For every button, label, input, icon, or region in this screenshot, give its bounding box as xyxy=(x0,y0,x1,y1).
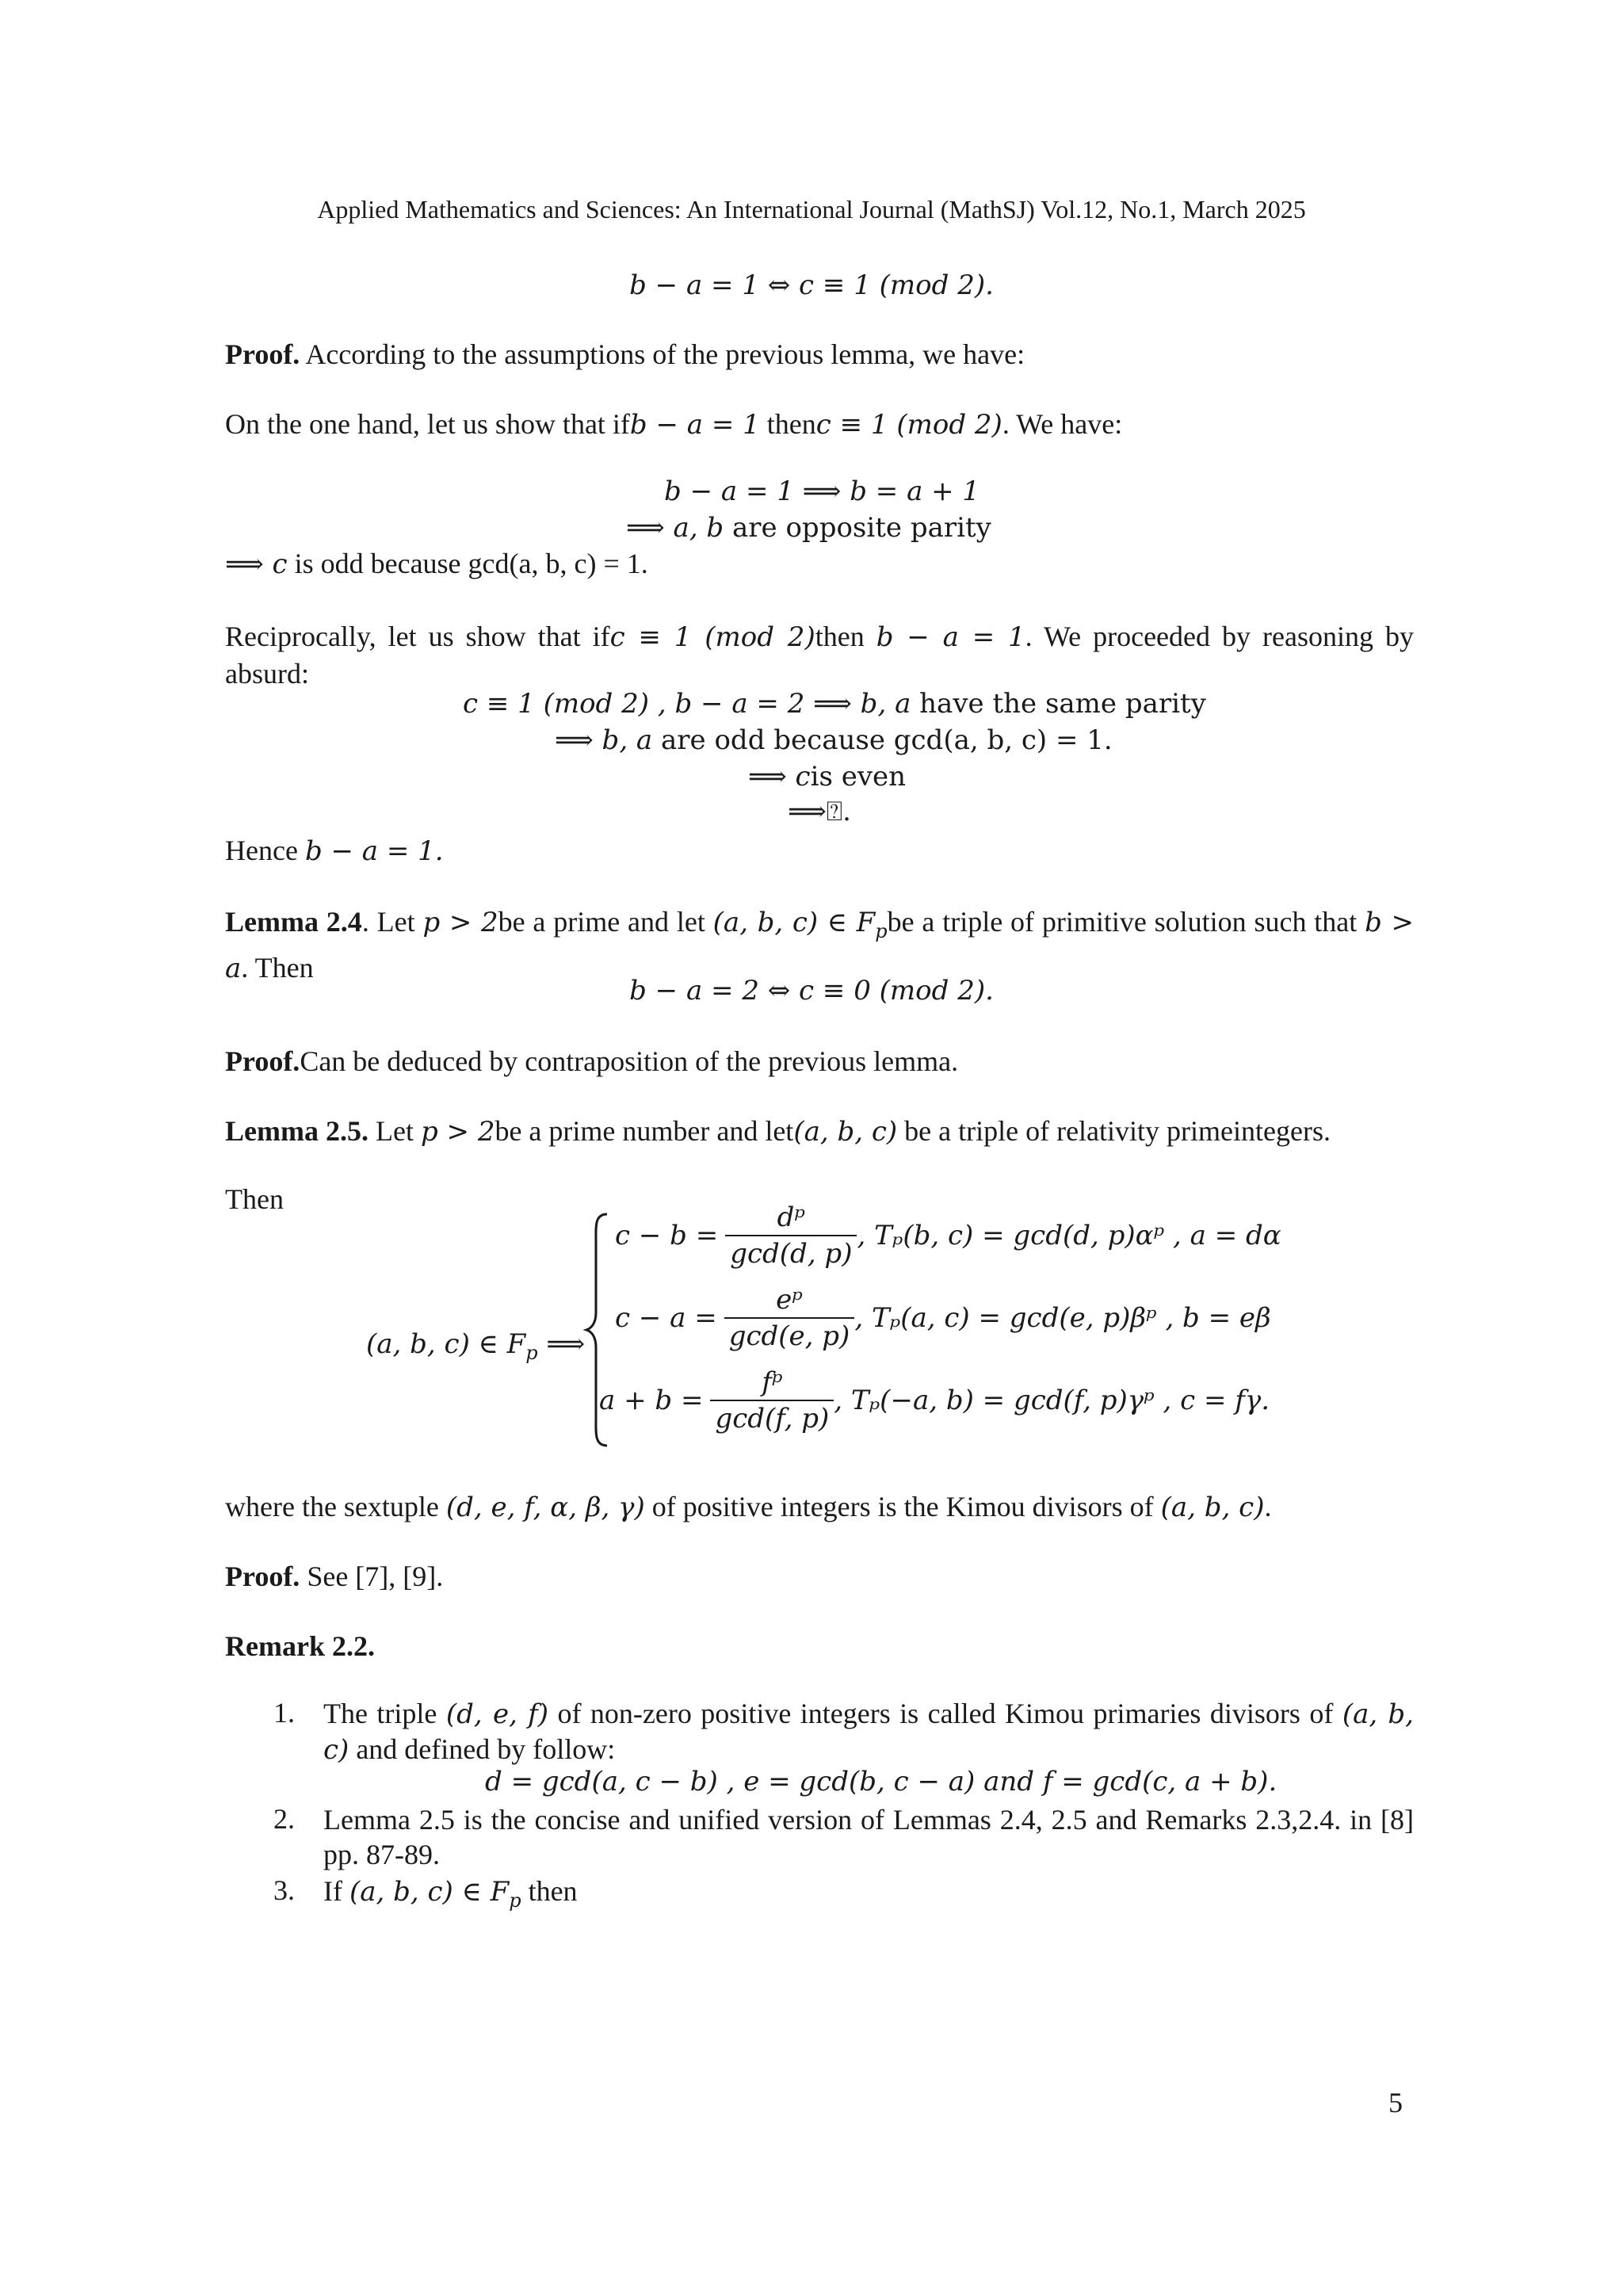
subscript: p xyxy=(525,1342,538,1365)
text-segment: is odd because gcd(a, b, c) = 1. xyxy=(287,548,648,579)
math-inline: c ≡ 1 (mod 2) xyxy=(815,409,1002,441)
math-inline: , Tₚ(b, c) = gcd(d, p)αᵖ , a = dα xyxy=(857,1220,1281,1251)
text-segment: be a triple of relativity primeintegers. xyxy=(897,1115,1331,1147)
math-inline: b − a = 1 xyxy=(876,621,1025,653)
hence-line xyxy=(225,834,444,867)
math-inline: c − b = xyxy=(615,1220,719,1251)
text-segment: . Let xyxy=(361,906,423,938)
derivation-2-line-1 xyxy=(463,686,1206,720)
text-segment: Let xyxy=(368,1115,421,1147)
text-segment: If xyxy=(323,1875,349,1907)
math-inline: (a, b, c) xyxy=(793,1116,898,1148)
proof-label: Proof. xyxy=(225,1561,300,1592)
math-inline: (d, e, f, α, β, γ) xyxy=(445,1492,645,1523)
proof-label: Proof. xyxy=(225,1045,300,1077)
derivation-1-line-1: b − a = 1 ⟹ b = a + 1 xyxy=(664,476,980,507)
text-segment: of non-zero positive integers is called Kimou primaries divisors of xyxy=(548,1698,1342,1729)
math-inline: b > a xyxy=(225,907,1415,985)
text-segment: are opposite parity xyxy=(724,512,991,544)
text-segment: is even xyxy=(810,761,907,793)
then-label: Then xyxy=(225,1183,284,1215)
derivation-2-line-2 xyxy=(555,723,1113,756)
proof-text: Can be deduced by contraposition of the previous lemma. xyxy=(300,1045,959,1077)
fraction xyxy=(724,1282,855,1354)
derivation-2-line-4: ⟹⍰. xyxy=(788,796,851,827)
math-inline: ⟹ b, a xyxy=(555,724,653,756)
text-segment: be a prime and let xyxy=(498,906,713,938)
subscript: p xyxy=(509,1889,521,1912)
list-item xyxy=(323,1874,1414,1918)
kimou-definition-equation: d = gcd(a, c − b) , e = gcd(b, c − a) and f = gcd(c, a + b). xyxy=(485,1766,1277,1797)
text-segment: then xyxy=(815,621,876,652)
math-inline: , Tₚ(a, c) = gcd(e, p)βᵖ , b = eβ xyxy=(854,1302,1271,1334)
math-inline: b − a = 1 xyxy=(629,409,760,441)
system-lhs xyxy=(366,1327,585,1364)
math-inline: (a, b, c) ∈ F xyxy=(349,1876,510,1908)
list-item: Lemma 2.5 is the concise and unified version of Lemmas 2.4, 2.5 and Remarks 2.3,2.4. in [8] pp. 87-89. xyxy=(323,1804,1414,1870)
math-inline: c ≡ 1 (mod 2) xyxy=(609,621,815,653)
one-hand-paragraph xyxy=(225,406,1414,443)
text-segment: . We proceeded by reasoning by absurd: xyxy=(225,621,1415,690)
text-segment: On the one hand, let us show that if xyxy=(225,408,630,440)
lemma-2-5 xyxy=(225,1113,1414,1150)
math-inline: ⟹ c xyxy=(225,548,288,580)
denominator: gcd(e, p) xyxy=(728,1320,850,1352)
equation-parity-even: b − a = 2 ⇔ c ≡ 0 (mod 2). xyxy=(629,975,994,1007)
fraction xyxy=(710,1365,834,1436)
list-item-number: 2. xyxy=(273,1803,295,1835)
reciprocal-paragraph xyxy=(225,618,1414,692)
proof-2 xyxy=(225,1043,1414,1079)
proof-3 xyxy=(225,1558,1414,1595)
derivation-2-line-3 xyxy=(748,759,906,793)
system-row-3 xyxy=(599,1365,1270,1436)
text-segment: are odd because gcd(a, b, c) = 1. xyxy=(652,724,1113,756)
proof-1 xyxy=(225,336,1414,372)
math-inline: (a, b, c) ∈ F xyxy=(366,1328,526,1360)
subscript: p xyxy=(875,920,888,943)
text-segment: . Then xyxy=(241,952,314,984)
sextuple-paragraph xyxy=(225,1488,1414,1526)
math-inline: (a, b, c) xyxy=(323,1698,1414,1766)
derivation-1-line-3 xyxy=(225,547,648,580)
denominator: gcd(d, p) xyxy=(730,1238,853,1270)
text-segment: . We have: xyxy=(1002,408,1123,440)
math-inline: c ≡ 1 (mod 2) , b − a = 2 ⟹ b, a xyxy=(463,688,911,720)
denominator: gcd(f, p) xyxy=(715,1403,830,1435)
text-segment: Reciprocally, let us show that if xyxy=(225,621,610,652)
list-item-number: 1. xyxy=(273,1697,295,1729)
text-segment: be a triple of primitive solution such that xyxy=(887,906,1365,938)
math-inline: ⟹ a, b xyxy=(626,512,724,544)
implies-symbol: ⟹ xyxy=(537,1328,586,1360)
list-item-number: 3. xyxy=(273,1874,295,1906)
system-row-2 xyxy=(615,1282,1271,1354)
math-inline: ⟹ c xyxy=(748,761,811,793)
text-segment: of positive integers is the Kimou divisors of xyxy=(644,1491,1161,1522)
system-row-1 xyxy=(615,1200,1281,1271)
equation-parity-odd: b − a = 1 ⇔ c ≡ 1 (mod 2). xyxy=(629,269,994,301)
numerator: eᵖ xyxy=(724,1282,855,1319)
text-segment: . xyxy=(1264,1491,1272,1522)
math-inline: (a, b, c) ∈ F xyxy=(712,907,876,938)
math-inline: (a, b, c) xyxy=(1160,1492,1265,1523)
math-inline: , Tₚ(−a, b) = gcd(f, p)γᵖ , c = fγ. xyxy=(834,1385,1270,1416)
proof-text: According to the assumptions of the previous lemma, we have: xyxy=(300,338,1025,370)
derivation-1-line-2 xyxy=(626,510,991,544)
proof-text: See [7], [9]. xyxy=(300,1561,444,1592)
lemma-label: Lemma 2.4 xyxy=(225,906,362,938)
text-segment: be a prime number and let xyxy=(495,1115,794,1147)
text-segment: then xyxy=(521,1875,578,1907)
proof-label: Proof. xyxy=(225,338,300,370)
text-segment: then xyxy=(759,408,816,440)
math-inline: p > 2 xyxy=(422,907,498,938)
text-segment: have the same parity xyxy=(911,688,1206,720)
text-segment: where the sextuple xyxy=(225,1491,446,1522)
page-number: 5 xyxy=(1388,2087,1403,2118)
text-segment: The triple xyxy=(323,1698,446,1729)
math-inline: b − a = 1. xyxy=(304,835,444,867)
remark-label: Remark 2.2. xyxy=(225,1630,375,1662)
list-item xyxy=(323,1696,1414,1767)
math-inline: p > 2 xyxy=(420,1116,495,1148)
math-inline: a + b = xyxy=(599,1385,704,1416)
running-header: Applied Mathematics and Sciences: An International Journal (MathSJ) Vol.12, No.1, March 2025 xyxy=(317,195,1306,223)
lemma-label: Lemma 2.5. xyxy=(225,1115,369,1147)
numerator: dᵖ xyxy=(725,1200,857,1236)
text-segment: Hence xyxy=(225,835,305,866)
text-segment: and defined by follow: xyxy=(349,1733,616,1765)
math-inline: c − a = xyxy=(615,1302,717,1334)
fraction xyxy=(725,1200,857,1271)
numerator: fᵖ xyxy=(710,1365,834,1401)
math-inline: (d, e, f) xyxy=(445,1698,549,1730)
